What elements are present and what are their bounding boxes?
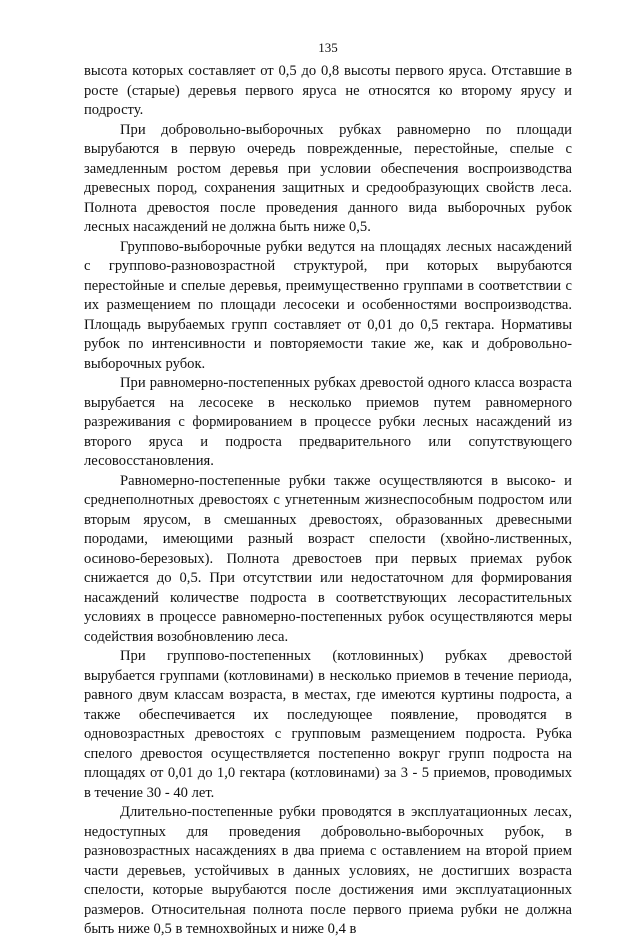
paragraph: Равномерно-постепенные рубки также осуществляются в высоко- и среднеполнотных древостоях с угнетенным жизнеспособным подростом или вторым ярусом, в смешанных древостоях, образованных древесными породами, имеющими разный возраст спелости (хвойно-лиственных, осиново-березовых). Полнота древостоев при первых приемах рубок снижается до 0,5. При отсутствии или недостаточном для формирования насаждений количестве подроста в соответствующих лесорастительных условиях в процессе равномерно-постепенных рубок осуществляются меры содействия возобновлению леса. [84, 472, 572, 645]
paragraph: При равномерно-постепенных рубках древостой одного класса возраста вырубается на лесосеке в несколько приемов путем равномерного разреживания с формированием в процессе рубки лесных насаждений из второго яруса и подроста предварительного или сопутствующего лесовосстановления. [84, 375, 572, 469]
paragraph: При добровольно-выборочных рубках равномерно по площади вырубаются в первую очередь поврежденные, перестойные, спелые с замедленным ростом деревья при условии обеспечения воспроизводства древесных пород, сохранения защитных и средообразующих свойств леса. Полнота древостоя после проведения данного вида выборочных рубок лесных насаждений не должна быть ниже 0,5. [84, 121, 572, 235]
paragraph: Длительно-постепенные рубки проводятся в эксплуатационных лесах, недоступных для проведения добровольно-выборочных рубок, в разновозрастных насаждениях в два приема с оставлением на второй прием части деревьев, устойчивых в данных условиях, не достигших возраста спелости, которые вырубаются после достижения ими эксплуатационных размеров. Относительная полнота после первого приема рубки не должна быть ниже 0,5 в темнохвойных и ниже 0,4 в [84, 804, 572, 937]
document-body [84, 62, 572, 940]
paragraph: При группово-постепенных (котловинных) рубках древостой вырубается группами (котловинами) в несколько приемов в течение периода, равного двум классам возраста, в местах, где имеются куртины подроста, а также обеспечивается их последующее появление, проводятся в одновозрастных древостоях с групповым размещением подроста. Рубка спелого древостоя осуществляется постепенно вокруг групп подроста на площадях от 0,01 до 1,0 гектара (котловинами) за 3 - 5 приемов, проводимых в течение 30 - 40 лет. [84, 648, 572, 801]
paragraph: Группово-выборочные рубки ведутся на площадях лесных насаждений с группово-разновозрастной структурой, при которых вырубаются перестойные и спелые деревья, преимущественно группами в соответствии с их размещением по площади лесосеки и особенностями воспроизводства. Площадь вырубаемых групп составляет от 0,01 до 0,5 гектара. Нормативы рубок по интенсивности и повторяемости такие же, как и добровольно-выборочных рубок. [84, 238, 572, 372]
paragraph: высота которых составляет от 0,5 до 0,8 высоты первого яруса. Отставшие в росте (старые) деревья первого яруса не относятся ко второму ярусу и подросту. [84, 63, 572, 118]
page-number: 135 [318, 40, 338, 55]
